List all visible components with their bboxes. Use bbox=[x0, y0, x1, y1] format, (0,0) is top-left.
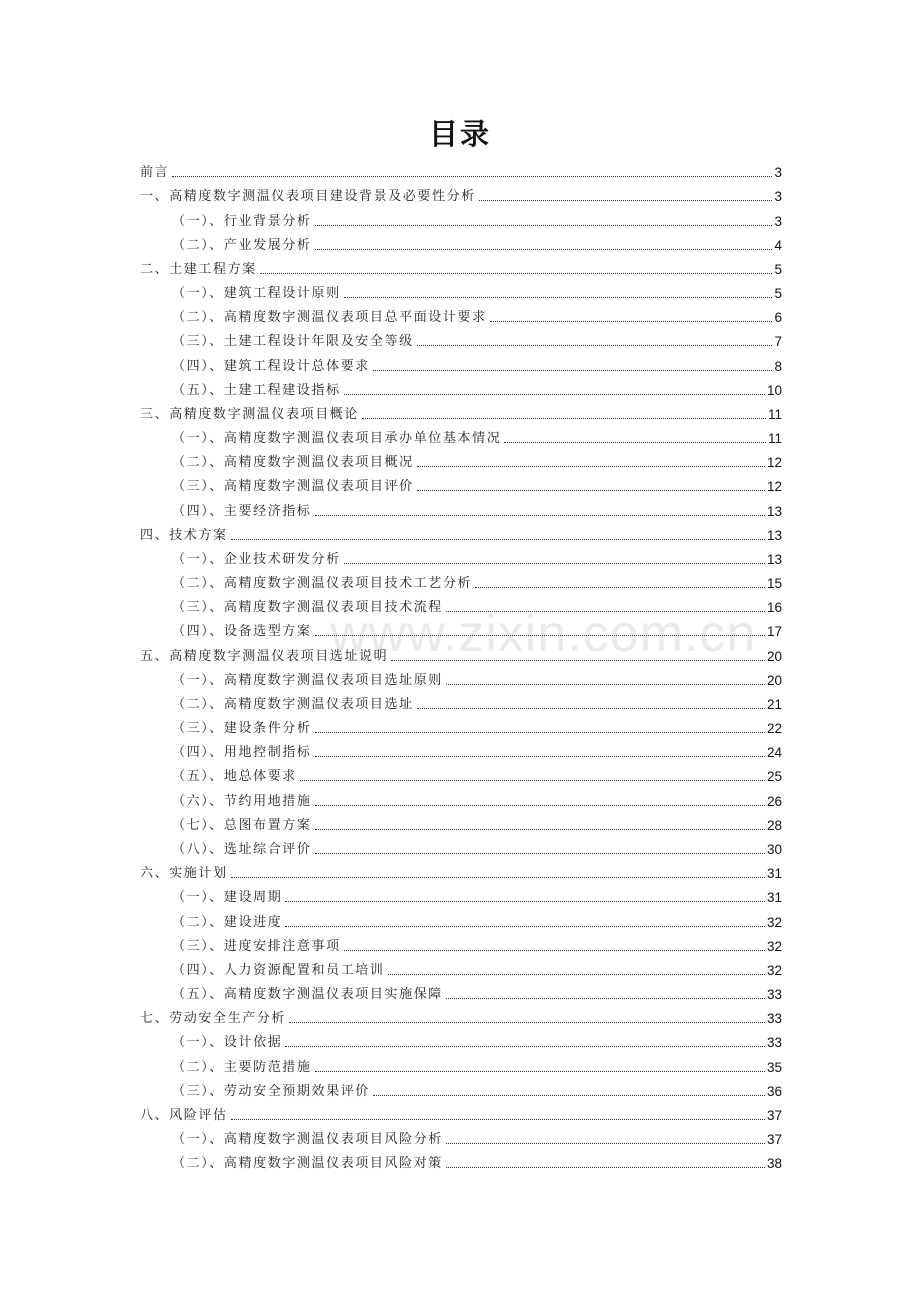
toc-entry-title: 二、土建工程方案 bbox=[140, 261, 257, 277]
dot-leader bbox=[172, 176, 772, 177]
toc-page-number: 13 bbox=[766, 551, 782, 567]
toc-page-number: 33 bbox=[766, 1035, 782, 1051]
dot-leader bbox=[362, 418, 766, 419]
dot-leader bbox=[289, 1022, 765, 1023]
toc-entry[interactable] bbox=[140, 1127, 782, 1151]
dot-leader bbox=[285, 1046, 765, 1047]
toc-page-number: 4 bbox=[774, 237, 782, 253]
page-title: 目录 bbox=[428, 117, 491, 151]
dot-leader bbox=[373, 370, 773, 371]
toc-entry-title: （二）、高精度数字测温仪表项目概况 bbox=[172, 455, 414, 471]
toc-entry-title: （二）、建设进度 bbox=[172, 914, 283, 930]
dot-leader bbox=[300, 780, 765, 781]
dot-leader bbox=[344, 394, 765, 395]
dot-leader bbox=[231, 539, 765, 540]
toc-page-number: 30 bbox=[766, 841, 782, 857]
dot-leader bbox=[315, 805, 765, 806]
toc-entry[interactable] bbox=[140, 1054, 782, 1078]
toc-entry-title: （四）、人力资源配置和员工培训 bbox=[172, 962, 385, 978]
table-of-contents bbox=[140, 160, 782, 1175]
toc-page-number: 31 bbox=[766, 890, 782, 906]
dot-leader bbox=[391, 660, 765, 661]
toc-entry[interactable] bbox=[140, 861, 782, 885]
toc-entry-title: （一）、高精度数字测温仪表项目承办单位基本情况 bbox=[172, 431, 502, 447]
toc-page-number: 35 bbox=[766, 1059, 782, 1075]
toc-entry-title: 一、高精度数字测温仪表项目建设背景及必要性分析 bbox=[140, 189, 476, 205]
toc-page-number: 11 bbox=[767, 431, 782, 447]
toc-page-number: 5 bbox=[774, 261, 782, 277]
dot-leader bbox=[231, 877, 765, 878]
toc-page-number: 37 bbox=[766, 1107, 782, 1123]
toc-entry[interactable] bbox=[140, 885, 782, 909]
toc-entry[interactable] bbox=[140, 813, 782, 837]
toc-entry-title: （五）、土建工程建设指标 bbox=[172, 382, 341, 398]
toc-entry-title: （三）、高精度数字测温仪表项目技术流程 bbox=[172, 600, 443, 616]
toc-entry[interactable] bbox=[140, 305, 782, 329]
toc-entry-title: （二）、高精度数字测温仪表项目总平面设计要求 bbox=[172, 310, 487, 326]
toc-entry-title: （七）、总图布置方案 bbox=[172, 817, 312, 833]
toc-page-number: 20 bbox=[766, 672, 782, 688]
toc-page-number: 22 bbox=[766, 721, 782, 737]
toc-page-number: 3 bbox=[774, 165, 782, 181]
watermark: www.zixin.com.cn bbox=[330, 605, 757, 663]
toc-entry-title: （二）、产业发展分析 bbox=[172, 237, 312, 253]
dot-leader bbox=[285, 901, 765, 902]
toc-entry[interactable] bbox=[140, 1103, 782, 1127]
dot-leader bbox=[315, 635, 765, 636]
toc-entry[interactable] bbox=[140, 160, 782, 184]
dot-leader bbox=[344, 950, 765, 951]
toc-entry[interactable] bbox=[140, 257, 782, 281]
toc-page-number: 13 bbox=[766, 527, 782, 543]
toc-page-number: 24 bbox=[766, 745, 782, 761]
toc-entry[interactable] bbox=[140, 378, 782, 402]
toc-entry-title: （一）、高精度数字测温仪表项目选址原则 bbox=[172, 672, 443, 688]
toc-entry[interactable] bbox=[140, 595, 782, 619]
dot-leader bbox=[446, 684, 765, 685]
toc-entry-title: （四）、用地控制指标 bbox=[172, 745, 312, 761]
dot-leader bbox=[417, 466, 765, 467]
toc-entry[interactable] bbox=[140, 571, 782, 595]
toc-entry[interactable] bbox=[140, 909, 782, 933]
toc-page-number: 16 bbox=[766, 600, 782, 616]
toc-entry-title: （一）、高精度数字测温仪表项目风险分析 bbox=[172, 1132, 443, 1148]
toc-entry[interactable] bbox=[140, 1006, 782, 1030]
dot-leader bbox=[446, 1143, 765, 1144]
toc-entry[interactable] bbox=[140, 668, 782, 692]
toc-page-number: 33 bbox=[766, 987, 782, 1003]
toc-entry-title: 四、技术方案 bbox=[140, 527, 228, 543]
dot-leader bbox=[446, 611, 765, 612]
toc-entry[interactable] bbox=[140, 764, 782, 788]
toc-entry[interactable] bbox=[140, 402, 782, 426]
toc-entry-title: 七、劳动安全生产分析 bbox=[140, 1011, 287, 1027]
toc-entry-title: （一）、行业背景分析 bbox=[172, 213, 312, 229]
dot-leader bbox=[285, 926, 765, 927]
dot-leader bbox=[315, 829, 765, 830]
dot-leader bbox=[504, 442, 766, 443]
dot-leader bbox=[315, 732, 765, 733]
dot-leader bbox=[446, 1167, 765, 1168]
toc-page-number: 36 bbox=[766, 1083, 782, 1099]
toc-page-number: 28 bbox=[766, 817, 782, 833]
toc-entry-title: （六）、节约用地措施 bbox=[172, 793, 312, 809]
dot-leader bbox=[373, 1095, 765, 1096]
toc-page-number: 8 bbox=[774, 358, 782, 374]
toc-entry-title: 五、高精度数字测温仪表项目选址说明 bbox=[140, 648, 389, 664]
toc-page-number: 26 bbox=[766, 793, 782, 809]
toc-entry[interactable] bbox=[140, 184, 782, 208]
toc-page-number: 12 bbox=[766, 479, 782, 495]
toc-entry-title: （一）、企业技术研发分析 bbox=[172, 551, 341, 567]
toc-page-number: 10 bbox=[766, 382, 782, 398]
toc-entry[interactable] bbox=[140, 716, 782, 740]
toc-entry-title: （一）、设计依据 bbox=[172, 1035, 283, 1051]
toc-entry[interactable] bbox=[140, 934, 782, 958]
toc-entry[interactable] bbox=[140, 1079, 782, 1103]
toc-entry-title: 六、实施计划 bbox=[140, 866, 228, 882]
toc-entry[interactable] bbox=[140, 1030, 782, 1054]
toc-entry-title: （一）、建筑工程设计原则 bbox=[172, 286, 341, 302]
toc-entry[interactable] bbox=[140, 426, 782, 450]
toc-entry-title: （五）、高精度数字测温仪表项目实施保障 bbox=[172, 987, 443, 1003]
toc-entry-title: （二）、主要防范措施 bbox=[172, 1059, 312, 1075]
toc-entry[interactable] bbox=[140, 619, 782, 643]
dot-leader bbox=[417, 708, 765, 709]
toc-page-number: 7 bbox=[774, 334, 782, 350]
dot-leader bbox=[475, 587, 765, 588]
toc-entry[interactable] bbox=[140, 643, 782, 667]
toc-entry-title: （二）、高精度数字测温仪表项目技术工艺分析 bbox=[172, 576, 473, 592]
toc-entry-title: （一）、建设周期 bbox=[172, 890, 283, 906]
toc-entry-title: （四）、主要经济指标 bbox=[172, 503, 312, 519]
toc-page-number: 3 bbox=[774, 213, 782, 229]
toc-entry[interactable] bbox=[140, 958, 782, 982]
toc-entry-title: （八）、选址综合评价 bbox=[172, 841, 312, 857]
toc-page-number: 21 bbox=[766, 696, 782, 712]
toc-page-number: 32 bbox=[766, 962, 782, 978]
dot-leader bbox=[315, 249, 773, 250]
toc-entry-title: （三）、高精度数字测温仪表项目评价 bbox=[172, 479, 414, 495]
toc-page-number: 13 bbox=[766, 503, 782, 519]
toc-page-number: 25 bbox=[766, 769, 782, 785]
dot-leader bbox=[388, 974, 765, 975]
dot-leader bbox=[417, 345, 773, 346]
toc-entry-title: （三）、劳动安全预期效果评价 bbox=[172, 1083, 370, 1099]
toc-entry-title: （二）、高精度数字测温仪表项目风险对策 bbox=[172, 1156, 443, 1172]
toc-entry-title: 三、高精度数字测温仪表项目概论 bbox=[140, 406, 360, 422]
dot-leader bbox=[315, 1071, 765, 1072]
toc-entry[interactable] bbox=[140, 498, 782, 522]
dot-leader bbox=[344, 297, 773, 298]
toc-page-number: 37 bbox=[766, 1132, 782, 1148]
toc-entry[interactable] bbox=[140, 523, 782, 547]
toc-page-number: 11 bbox=[767, 406, 782, 422]
toc-entry[interactable] bbox=[140, 329, 782, 353]
toc-entry[interactable] bbox=[140, 982, 782, 1006]
dot-leader bbox=[315, 756, 765, 757]
toc-entry[interactable] bbox=[140, 788, 782, 812]
toc-page-number: 15 bbox=[766, 576, 782, 592]
toc-entry-title: （三）、土建工程设计年限及安全等级 bbox=[172, 334, 414, 350]
toc-page-number: 17 bbox=[766, 624, 782, 640]
dot-leader bbox=[344, 563, 765, 564]
toc-entry[interactable] bbox=[140, 281, 782, 305]
toc-entry-title: 八、风险评估 bbox=[140, 1107, 228, 1123]
toc-entry[interactable] bbox=[140, 353, 782, 377]
toc-entry-title: （四）、设备选型方案 bbox=[172, 624, 312, 640]
toc-page-number: 31 bbox=[766, 866, 782, 882]
toc-entry[interactable] bbox=[140, 692, 782, 716]
toc-entry[interactable] bbox=[140, 740, 782, 764]
dot-leader bbox=[490, 321, 773, 322]
toc-entry[interactable] bbox=[140, 547, 782, 571]
toc-entry[interactable] bbox=[140, 837, 782, 861]
dot-leader bbox=[446, 998, 765, 999]
toc-entry[interactable] bbox=[140, 450, 782, 474]
toc-entry-title: （五）、地总体要求 bbox=[172, 769, 297, 785]
toc-entry[interactable] bbox=[140, 233, 782, 257]
toc-page-number: 32 bbox=[766, 914, 782, 930]
toc-page-number: 5 bbox=[774, 286, 782, 302]
toc-entry-title: 前言 bbox=[140, 165, 170, 181]
dot-leader bbox=[231, 1119, 765, 1120]
toc-entry[interactable] bbox=[140, 1151, 782, 1175]
toc-page-number: 38 bbox=[766, 1156, 782, 1172]
dot-leader bbox=[417, 490, 765, 491]
dot-leader bbox=[315, 225, 773, 226]
toc-entry-title: （三）、建设条件分析 bbox=[172, 721, 312, 737]
dot-leader bbox=[315, 853, 765, 854]
toc-entry-title: （三）、进度安排注意事项 bbox=[172, 938, 341, 954]
toc-page-number: 12 bbox=[766, 455, 782, 471]
toc-entry[interactable] bbox=[140, 208, 782, 232]
toc-entry-title: （二）、高精度数字测温仪表项目选址 bbox=[172, 696, 414, 712]
toc-page-number: 32 bbox=[766, 938, 782, 954]
toc-page-number: 6 bbox=[774, 310, 782, 326]
dot-leader bbox=[479, 200, 773, 201]
dot-leader bbox=[315, 515, 765, 516]
toc-page-number: 3 bbox=[774, 189, 782, 205]
dot-leader bbox=[260, 273, 773, 274]
toc-page-number: 20 bbox=[766, 648, 782, 664]
toc-entry[interactable] bbox=[140, 474, 782, 498]
toc-page-number: 33 bbox=[766, 1011, 782, 1027]
toc-entry-title: （四）、建筑工程设计总体要求 bbox=[172, 358, 370, 374]
